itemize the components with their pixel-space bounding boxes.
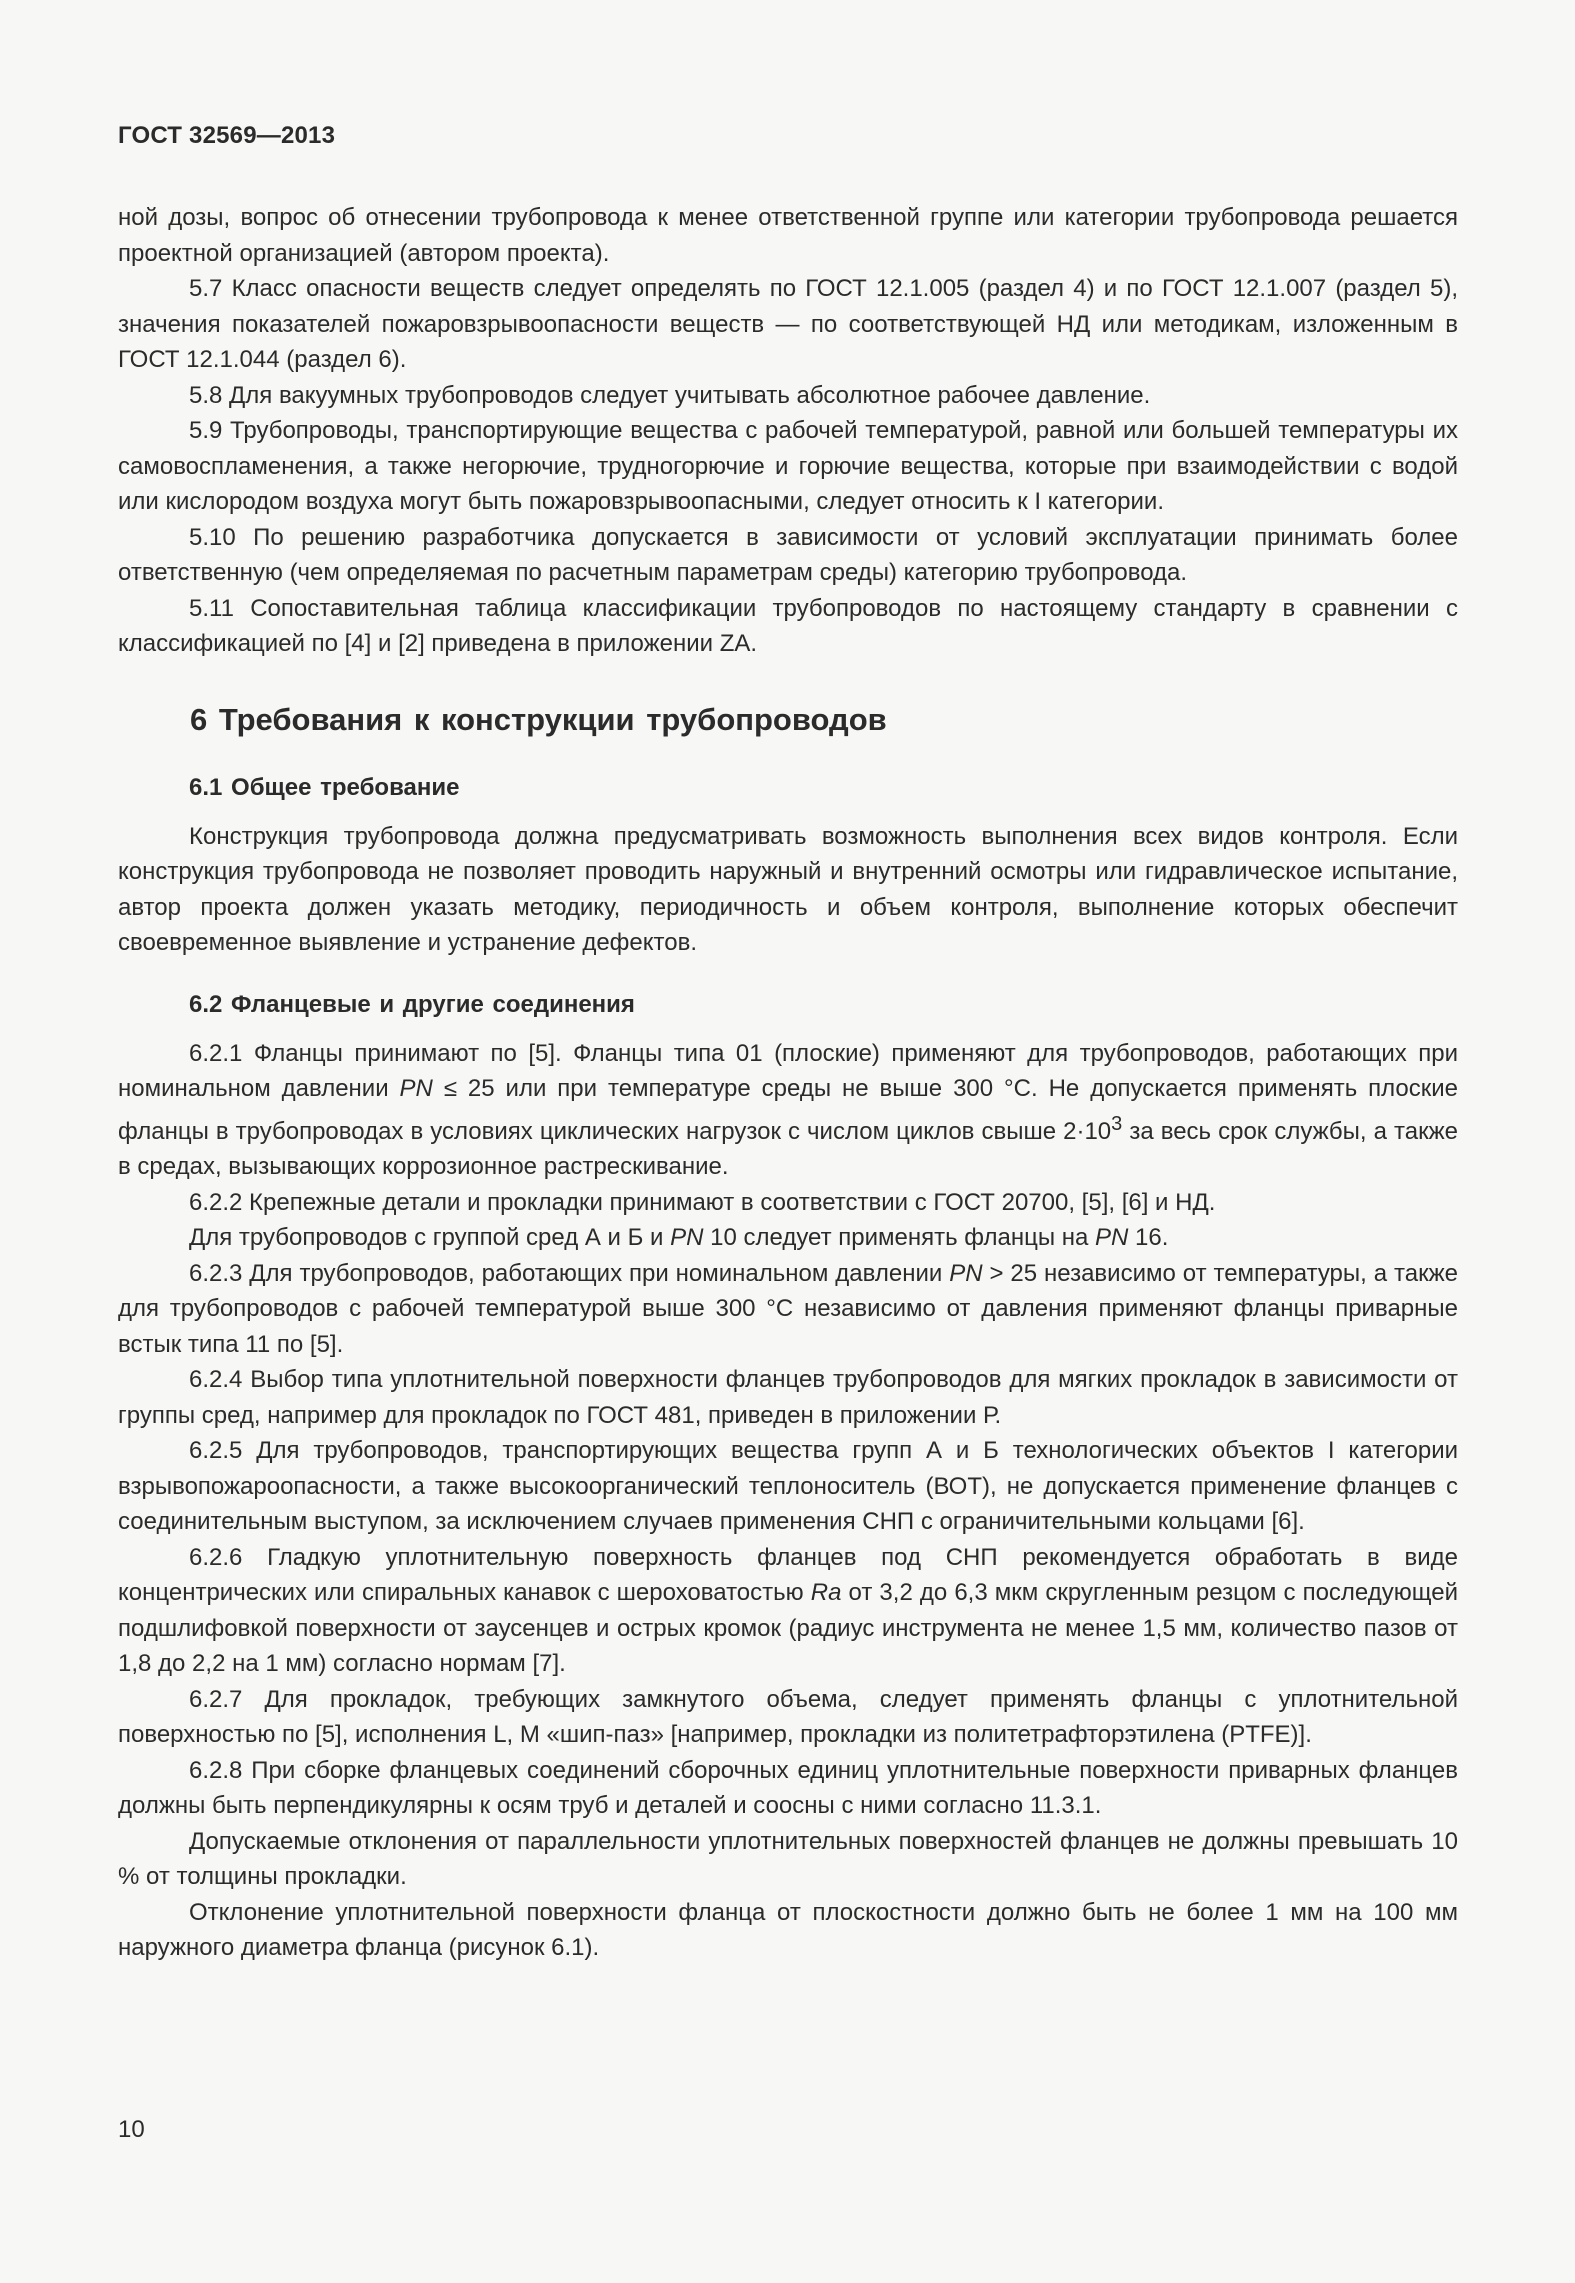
paragraph-6-2-5: 6.2.5 Для трубопроводов, транспортирующих вещества групп А и Б технологических объектов I категории взрывопожароопасности, а также высокоорганический теплоноситель (ВОТ), не допускается применение фланцев с соединительным выступом, за исключением случаев применения СНП с ограничительными кольцами [6]. (118, 1437, 1458, 1535)
pn-symbol: PN (1095, 1224, 1129, 1251)
paragraph-5-7: 5.7 Класс опасности веществ следует определять по ГОСТ 12.1.005 (раздел 4) и по ГОСТ 12.1.007 (раздел 5), значения показателей пожаровзрывоопасности веществ — по соответствующей НД или методикам, изложенным в ГОСТ 12.1.044 (раздел 6). (118, 275, 1458, 373)
paragraph-5-8: 5.8 Для вакуумных трубопроводов следует учитывать абсолютное рабочее давление. (189, 381, 1151, 409)
paragraph-6-2-3: 6.2.3 Для трубопроводов, работающих при номинальном давлении PN > 25 независимо от температуры, а также для трубопроводов с рабочей температурой выше 300 °С независимо от давления применяют фланцы приварные встык типа 11 по [5]. (118, 1259, 1458, 1358)
paragraph-6-2-7: 6.2.7 Для прокладок, требующих замкнутого объема, следует применять фланцы с уплотнительной поверхностью по [5], исполнения L, M «шип-паз» [например, прокладки из политетрафторэтилена (PTFE)]. (118, 1685, 1458, 1748)
page-number: 10 (118, 2116, 145, 2143)
ra-symbol: Ra (810, 1579, 842, 1606)
pn-symbol: PN (949, 1259, 983, 1287)
paragraph-6-1: Конструкция трубопровода должна предусматривать возможность выполнения всех видов контроля. Если конструкция трубопровода не позволяет проводить наружный и внутренний осмотры или гидравлическое испытание, автор проекта должен указать методику, периодичность и объем контроля, выполнение которых обеспечит своевременное выявление и устранение дефектов. (118, 822, 1458, 956)
paragraph-5-9: 5.9 Трубопроводы, транспортирующие вещества с рабочей температурой, равной или большей температуры их самовоспламенения, а также негорючие, трудногорючие и горючие вещества, которые при взаимодействии с водой или кислородом воздуха могут быть пожаровзрывоопасными, следует относить к I категории. (118, 417, 1458, 515)
paragraph-continuation: ной дозы, вопрос об отнесении трубопровода к менее ответственной группе или категории трубопровода решается проектной организацией (автором проекта). (118, 204, 1458, 267)
paragraph-5-10: 5.10 По решению разработчика допускается в зависимости от условий эксплуатации принимать более ответственную (чем определяемая по расчетным параметрам среды) категорию трубопровода. (118, 523, 1458, 586)
paragraph-6-2-4: 6.2.4 Выбор типа уплотнительной поверхности фланцев трубопроводов для мягких прокладок в зависимости от группы сред, например для прокладок по ГОСТ 481, приведен в приложении Р. (118, 1366, 1458, 1429)
pn-symbol: PN (670, 1224, 704, 1251)
section-6-heading: 6 Требования к конструкции трубопроводов (190, 701, 887, 737)
paragraph-6-2-2: 6.2.2 Крепежные детали и прокладки принимают в соответствии с ГОСТ 20700, [5], [6] и НД. (189, 1188, 1216, 1216)
pn-symbol: PN (399, 1075, 433, 1102)
exponent: 3 (1111, 1112, 1123, 1135)
paragraph-5-11: 5.11 Сопоставительная таблица классификации трубопроводов по настоящему стандарту в сравнении с классификацией по [4] и [2] приведена в приложении ZA. (118, 594, 1458, 657)
subsection-6-1-heading: 6.1 Общее требование (189, 773, 460, 801)
document-header: ГОСТ 32569—2013 (118, 122, 336, 149)
paragraph-6-2-8-c: Отклонение уплотнительной поверхности фланца от плоскостности должно быть не более 1 мм на 100 мм наружного диаметра фланца (рисунок 6.1). (118, 1898, 1458, 1961)
paragraph-6-2-8: 6.2.8 При сборке фланцевых соединений сборочных единиц уплотнительные поверхности приварных фланцев должны быть перпендикулярны к осям труб и деталей и соосны с ними согласно 11.3.1. (118, 1756, 1458, 1819)
paragraph-6-2-8-b: Допускаемые отклонения от параллельности уплотнительных поверхностей фланцев не должны превышать 10 % от толщины прокладки. (118, 1827, 1458, 1890)
document-body (118, 200, 1458, 1966)
paragraph-6-2-2-b: Для трубопроводов с группой сред А и Б и PN 10 следует применять фланцы на PN 16. (189, 1224, 1169, 1251)
subsection-6-2-heading: 6.2 Фланцевые и другие соединения (189, 990, 635, 1018)
paragraph-6-2-6: 6.2.6 Гладкую уплотнительную поверхность фланцев под СНП рекомендуется обработать в виде концентрических или спиральных канавок с шероховатостью Ra от 3,2 до 6,3 мкм скругленным резцом с последующей подшлифовкой поверхности от заусенцев и острых кромок (радиус инструмента не менее 1,5 мм, количество пазов от 1,8 до 2,2 на 1 мм) согласно нормам [7]. (118, 1543, 1458, 1677)
paragraph-6-2-1: 6.2.1 Фланцы принимают по [5]. Фланцы типа 01 (плоские) применяют для трубопроводов, работающих при номинальном давлении PN ≤ 25 или при температуре среды не выше 300 °С. Не допускается применять плоские фланцы в трубопроводах в условиях циклических нагрузок с числом циклов свыше $2\cdot 10^3$ за весь срок службы, а также в средах, вызывающих коррозионное растрескивание. (118, 1039, 1459, 1180)
